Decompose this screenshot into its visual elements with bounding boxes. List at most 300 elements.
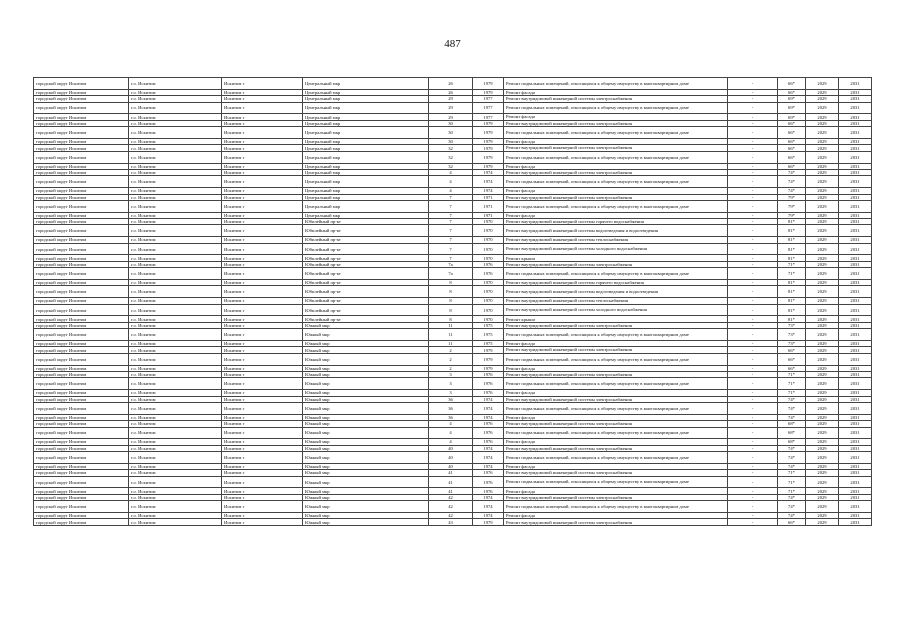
work-type-cell: Ремонт внутридомовой инженерной системы электроснабжения	[504, 445, 728, 451]
table-row	[34, 304, 872, 316]
start-year-cell: 2029	[806, 402, 839, 414]
end-year-cell: 2031	[839, 439, 872, 445]
start-year-cell: 2029	[806, 371, 839, 377]
house-number-cell: 7	[429, 237, 473, 243]
dash-cell: -	[728, 243, 778, 255]
build-year-cell: 1974	[473, 414, 504, 420]
street-cell: Южный мкр	[303, 353, 429, 365]
municipality-cell: городской округ Искитим	[34, 225, 129, 237]
city-district-cell: г.о. Искитим	[129, 78, 222, 90]
municipality-cell: городской округ Искитим	[34, 463, 129, 469]
settlement-cell: Искитим г	[222, 463, 303, 469]
municipality-cell: городской округ Искитим	[34, 421, 129, 427]
build-year-cell: 1979	[473, 89, 504, 95]
build-year-cell: 1979	[473, 138, 504, 144]
dash-cell: -	[728, 452, 778, 464]
end-year-cell: 2031	[839, 194, 872, 200]
start-year-cell: 2029	[806, 145, 839, 151]
start-year-cell: 2029	[806, 414, 839, 420]
start-year-cell: 2029	[806, 102, 839, 114]
wear-percent-cell: 71*	[778, 261, 806, 267]
work-type-cell: Ремонт подвальных помещений, относящихся к общему имуществу в многоквартирном доме	[504, 452, 728, 464]
work-type-cell: Ремонт внутридомовой инженерной системы электроснабжения	[504, 396, 728, 402]
city-district-cell: г.о. Искитим	[129, 427, 222, 439]
street-cell: Центральный мкр	[303, 127, 429, 139]
street-cell: Центральный мкр	[303, 188, 429, 194]
municipality-cell: городской округ Искитим	[34, 476, 129, 488]
end-year-cell: 2031	[839, 120, 872, 126]
city-district-cell: г.о. Искитим	[129, 280, 222, 286]
start-year-cell: 2029	[806, 396, 839, 402]
house-number-cell: 40	[429, 452, 473, 464]
build-year-cell: 1970	[473, 225, 504, 237]
start-year-cell: 2029	[806, 494, 839, 500]
house-number-cell: 40	[429, 445, 473, 451]
wear-percent-cell: 71*	[778, 268, 806, 280]
table-row	[34, 378, 872, 390]
settlement-cell: Искитим г	[222, 390, 303, 396]
municipality-cell: городской округ Искитим	[34, 102, 129, 114]
settlement-cell: Искитим г	[222, 78, 303, 90]
city-district-cell: г.о. Искитим	[129, 188, 222, 194]
house-number-cell: 4	[429, 188, 473, 194]
start-year-cell: 2029	[806, 316, 839, 322]
work-type-cell: Ремонт внутридомовой инженерной системы электроснабжения	[504, 371, 728, 377]
build-year-cell: 1974	[473, 463, 504, 469]
end-year-cell: 2031	[839, 371, 872, 377]
municipality-cell: городской округ Искитим	[34, 414, 129, 420]
end-year-cell: 2031	[839, 316, 872, 322]
city-district-cell: г.о. Искитим	[129, 304, 222, 316]
build-year-cell: 1974	[473, 176, 504, 188]
build-year-cell: 1976	[473, 439, 504, 445]
work-type-cell: Ремонт крыши	[504, 255, 728, 261]
wear-percent-cell: 74*	[778, 169, 806, 175]
wear-percent-cell: 68*	[778, 439, 806, 445]
work-type-cell: Ремонт внутридомовой инженерной системы электроснабжения	[504, 421, 728, 427]
work-type-cell: Ремонт подвальных помещений, относящихся к общему имуществу в многоквартирном доме	[504, 476, 728, 488]
work-type-cell: Ремонт крыши	[504, 316, 728, 322]
work-type-cell: Ремонт подвальных помещений, относящихся к общему имуществу в многоквартирном доме	[504, 427, 728, 439]
municipality-cell: городской округ Искитим	[34, 390, 129, 396]
street-cell: Юбилейный пр-кт	[303, 243, 429, 255]
municipality-cell: городской округ Искитим	[34, 194, 129, 200]
start-year-cell: 2029	[806, 304, 839, 316]
start-year-cell: 2029	[806, 89, 839, 95]
wear-percent-cell: 69*	[778, 102, 806, 114]
start-year-cell: 2029	[806, 138, 839, 144]
house-number-cell: 3	[429, 371, 473, 377]
start-year-cell: 2029	[806, 163, 839, 169]
build-year-cell: 1974	[473, 513, 504, 519]
wear-percent-cell: 71*	[778, 470, 806, 476]
dash-cell: -	[728, 494, 778, 500]
settlement-cell: Искитим г	[222, 280, 303, 286]
wear-percent-cell: 71*	[778, 476, 806, 488]
end-year-cell: 2031	[839, 225, 872, 237]
city-district-cell: г.о. Искитим	[129, 212, 222, 218]
start-year-cell: 2029	[806, 286, 839, 298]
start-year-cell: 2029	[806, 78, 839, 90]
municipality-cell: городской округ Искитим	[34, 163, 129, 169]
settlement-cell: Искитим г	[222, 286, 303, 298]
table-row	[34, 176, 872, 188]
end-year-cell: 2031	[839, 138, 872, 144]
settlement-cell: Искитим г	[222, 138, 303, 144]
settlement-cell: Искитим г	[222, 114, 303, 120]
city-district-cell: г.о. Искитим	[129, 390, 222, 396]
wear-percent-cell: 74*	[778, 188, 806, 194]
municipality-cell: городской округ Искитим	[34, 89, 129, 95]
work-type-cell: Ремонт подвальных помещений, относящихся к общему имуществу в многоквартирном доме	[504, 78, 728, 90]
table-row	[34, 452, 872, 464]
dash-cell: -	[728, 286, 778, 298]
repair-schedule-table-container	[33, 77, 871, 526]
house-number-cell: 8	[429, 316, 473, 322]
city-district-cell: г.о. Искитим	[129, 163, 222, 169]
page-number: 487	[444, 38, 461, 50]
house-number-cell: 3	[429, 378, 473, 390]
city-district-cell: г.о. Искитим	[129, 145, 222, 151]
end-year-cell: 2031	[839, 476, 872, 488]
start-year-cell: 2029	[806, 225, 839, 237]
dash-cell: -	[728, 476, 778, 488]
work-type-cell: Ремонт фасада	[504, 488, 728, 494]
end-year-cell: 2031	[839, 280, 872, 286]
settlement-cell: Искитим г	[222, 452, 303, 464]
wear-percent-cell: 73*	[778, 322, 806, 328]
start-year-cell: 2029	[806, 176, 839, 188]
table-row	[34, 353, 872, 365]
wear-percent-cell: 66*	[778, 365, 806, 371]
work-type-cell: Ремонт внутридомовой инженерной системы теплоснабжения	[504, 298, 728, 304]
street-cell: Юбилейный пр-кт	[303, 298, 429, 304]
dash-cell: -	[728, 365, 778, 371]
start-year-cell: 2029	[806, 340, 839, 346]
end-year-cell: 2031	[839, 304, 872, 316]
wear-percent-cell: 81*	[778, 243, 806, 255]
municipality-cell: городской округ Искитим	[34, 322, 129, 328]
city-district-cell: г.о. Искитим	[129, 114, 222, 120]
house-number-cell: 36	[429, 396, 473, 402]
city-district-cell: г.о. Искитим	[129, 237, 222, 243]
table-row	[34, 200, 872, 212]
dash-cell: -	[728, 169, 778, 175]
work-type-cell: Ремонт фасада	[504, 89, 728, 95]
build-year-cell: 1970	[473, 304, 504, 316]
end-year-cell: 2031	[839, 78, 872, 90]
build-year-cell: 1979	[473, 347, 504, 353]
settlement-cell: Искитим г	[222, 322, 303, 328]
build-year-cell: 1970	[473, 280, 504, 286]
settlement-cell: Искитим г	[222, 219, 303, 225]
work-type-cell: Ремонт внутридомовой инженерной системы холодного водоснабжения	[504, 243, 728, 255]
settlement-cell: Искитим г	[222, 488, 303, 494]
municipality-cell: городской округ Искитим	[34, 120, 129, 126]
house-number-cell: 32	[429, 163, 473, 169]
end-year-cell: 2031	[839, 421, 872, 427]
start-year-cell: 2029	[806, 463, 839, 469]
dash-cell: -	[728, 439, 778, 445]
settlement-cell: Искитим г	[222, 470, 303, 476]
street-cell: Юбилейный пр-кт	[303, 316, 429, 322]
house-number-cell: 11	[429, 322, 473, 328]
city-district-cell: г.о. Искитим	[129, 439, 222, 445]
dash-cell: -	[728, 347, 778, 353]
municipality-cell: городской округ Искитим	[34, 452, 129, 464]
street-cell: Южный мкр	[303, 452, 429, 464]
city-district-cell: г.о. Искитим	[129, 169, 222, 175]
house-number-cell: 42	[429, 501, 473, 513]
settlement-cell: Искитим г	[222, 163, 303, 169]
city-district-cell: г.о. Искитим	[129, 414, 222, 420]
dash-cell: -	[728, 340, 778, 346]
city-district-cell: г.о. Искитим	[129, 365, 222, 371]
settlement-cell: Искитим г	[222, 268, 303, 280]
wear-percent-cell: 66*	[778, 353, 806, 365]
city-district-cell: г.о. Искитим	[129, 219, 222, 225]
start-year-cell: 2029	[806, 488, 839, 494]
dash-cell: -	[728, 138, 778, 144]
settlement-cell: Искитим г	[222, 427, 303, 439]
build-year-cell: 1979	[473, 145, 504, 151]
street-cell: Центральный мкр	[303, 120, 429, 126]
wear-percent-cell: 71*	[778, 488, 806, 494]
city-district-cell: г.о. Искитим	[129, 340, 222, 346]
build-year-cell: 1971	[473, 194, 504, 200]
wear-percent-cell: 81*	[778, 280, 806, 286]
end-year-cell: 2031	[839, 237, 872, 243]
table-row	[34, 402, 872, 414]
build-year-cell: 1975	[473, 322, 504, 328]
wear-percent-cell: 79*	[778, 212, 806, 218]
settlement-cell: Искитим г	[222, 145, 303, 151]
dash-cell: -	[728, 427, 778, 439]
start-year-cell: 2029	[806, 439, 839, 445]
settlement-cell: Искитим г	[222, 102, 303, 114]
municipality-cell: городской округ Искитим	[34, 280, 129, 286]
work-type-cell: Ремонт внутридомовой инженерной системы электроснабжения	[504, 120, 728, 126]
end-year-cell: 2031	[839, 212, 872, 218]
dash-cell: -	[728, 322, 778, 328]
house-number-cell: 30	[429, 120, 473, 126]
end-year-cell: 2031	[839, 494, 872, 500]
wear-percent-cell: 74*	[778, 513, 806, 519]
street-cell: Южный мкр	[303, 371, 429, 377]
municipality-cell: городской округ Искитим	[34, 427, 129, 439]
house-number-cell: 29	[429, 96, 473, 102]
start-year-cell: 2029	[806, 390, 839, 396]
settlement-cell: Искитим г	[222, 304, 303, 316]
house-number-cell: 7	[429, 219, 473, 225]
end-year-cell: 2031	[839, 169, 872, 175]
wear-percent-cell: 71*	[778, 390, 806, 396]
end-year-cell: 2031	[839, 127, 872, 139]
start-year-cell: 2029	[806, 169, 839, 175]
street-cell: Южный мкр	[303, 463, 429, 469]
street-cell: Центральный мкр	[303, 176, 429, 188]
house-number-cell: 4	[429, 427, 473, 439]
start-year-cell: 2029	[806, 470, 839, 476]
wear-percent-cell: 74*	[778, 452, 806, 464]
dash-cell: -	[728, 219, 778, 225]
wear-percent-cell: 69*	[778, 114, 806, 120]
wear-percent-cell: 71*	[778, 378, 806, 390]
wear-percent-cell: 66*	[778, 519, 806, 525]
house-number-cell: 11	[429, 329, 473, 341]
build-year-cell: 1974	[473, 402, 504, 414]
settlement-cell: Искитим г	[222, 371, 303, 377]
build-year-cell: 1970	[473, 243, 504, 255]
municipality-cell: городской округ Искитим	[34, 114, 129, 120]
house-number-cell: 2	[429, 347, 473, 353]
house-number-cell: 32	[429, 145, 473, 151]
settlement-cell: Искитим г	[222, 501, 303, 513]
settlement-cell: Искитим г	[222, 329, 303, 341]
dash-cell: -	[728, 225, 778, 237]
city-district-cell: г.о. Искитим	[129, 445, 222, 451]
build-year-cell: 1974	[473, 501, 504, 513]
municipality-cell: городской округ Искитим	[34, 261, 129, 267]
end-year-cell: 2031	[839, 513, 872, 519]
settlement-cell: Искитим г	[222, 340, 303, 346]
work-type-cell: Ремонт подвальных помещений, относящихся к общему имуществу в многоквартирном доме	[504, 501, 728, 513]
wear-percent-cell: 66*	[778, 127, 806, 139]
start-year-cell: 2029	[806, 268, 839, 280]
end-year-cell: 2031	[839, 151, 872, 163]
city-district-cell: г.о. Искитим	[129, 371, 222, 377]
street-cell: Южный мкр	[303, 513, 429, 519]
end-year-cell: 2031	[839, 396, 872, 402]
municipality-cell: городской округ Искитим	[34, 378, 129, 390]
end-year-cell: 2031	[839, 452, 872, 464]
street-cell: Юбилейный пр-кт	[303, 225, 429, 237]
municipality-cell: городской округ Искитим	[34, 304, 129, 316]
street-cell: Юбилейный пр-кт	[303, 286, 429, 298]
start-year-cell: 2029	[806, 237, 839, 243]
wear-percent-cell: 66*	[778, 347, 806, 353]
work-type-cell: Ремонт внутридомовой инженерной системы электроснабжения	[504, 347, 728, 353]
house-number-cell: 26	[429, 78, 473, 90]
table-row	[34, 268, 872, 280]
municipality-cell: городской округ Искитим	[34, 365, 129, 371]
municipality-cell: городской округ Искитим	[34, 127, 129, 139]
start-year-cell: 2029	[806, 243, 839, 255]
wear-percent-cell: 66*	[778, 163, 806, 169]
end-year-cell: 2031	[839, 261, 872, 267]
house-number-cell: 7	[429, 255, 473, 261]
dash-cell: -	[728, 280, 778, 286]
house-number-cell: 8	[429, 280, 473, 286]
house-number-cell: 30	[429, 138, 473, 144]
dash-cell: -	[728, 237, 778, 243]
city-district-cell: г.о. Искитим	[129, 127, 222, 139]
settlement-cell: Искитим г	[222, 421, 303, 427]
dash-cell: -	[728, 470, 778, 476]
house-number-cell: 7	[429, 225, 473, 237]
house-number-cell: 8	[429, 286, 473, 298]
build-year-cell: 1977	[473, 102, 504, 114]
work-type-cell: Ремонт фасада	[504, 414, 728, 420]
settlement-cell: Искитим г	[222, 396, 303, 402]
build-year-cell: 1971	[473, 200, 504, 212]
municipality-cell: городской округ Искитим	[34, 219, 129, 225]
house-number-cell: 26	[429, 89, 473, 95]
end-year-cell: 2031	[839, 286, 872, 298]
dash-cell: -	[728, 78, 778, 90]
start-year-cell: 2029	[806, 421, 839, 427]
work-type-cell: Ремонт внутридомовой инженерной системы теплоснабжения	[504, 237, 728, 243]
start-year-cell: 2029	[806, 476, 839, 488]
dash-cell: -	[728, 329, 778, 341]
street-cell: Юбилейный пр-кт	[303, 261, 429, 267]
municipality-cell: городской округ Искитим	[34, 329, 129, 341]
house-number-cell: 8	[429, 298, 473, 304]
city-district-cell: г.о. Искитим	[129, 322, 222, 328]
table-row	[34, 78, 872, 90]
house-number-cell: 3	[429, 390, 473, 396]
wear-percent-cell: 79*	[778, 194, 806, 200]
settlement-cell: Искитим г	[222, 194, 303, 200]
build-year-cell: 1970	[473, 255, 504, 261]
street-cell: Центральный мкр	[303, 163, 429, 169]
street-cell: Юбилейный пр-кт	[303, 280, 429, 286]
start-year-cell: 2029	[806, 127, 839, 139]
house-number-cell: 4	[429, 176, 473, 188]
work-type-cell: Ремонт внутридомовой инженерной системы электроснабжения	[504, 494, 728, 500]
wear-percent-cell: 74*	[778, 396, 806, 402]
end-year-cell: 2031	[839, 445, 872, 451]
settlement-cell: Искитим г	[222, 176, 303, 188]
dash-cell: -	[728, 519, 778, 525]
wear-percent-cell: 79*	[778, 200, 806, 212]
municipality-cell: городской округ Искитим	[34, 396, 129, 402]
end-year-cell: 2031	[839, 427, 872, 439]
street-cell: Южный мкр	[303, 488, 429, 494]
build-year-cell: 1976	[473, 378, 504, 390]
house-number-cell: 29	[429, 114, 473, 120]
table-row	[34, 102, 872, 114]
dash-cell: -	[728, 421, 778, 427]
dash-cell: -	[728, 89, 778, 95]
street-cell: Юбилейный пр-кт	[303, 304, 429, 316]
dash-cell: -	[728, 114, 778, 120]
house-number-cell: 4	[429, 421, 473, 427]
dash-cell: -	[728, 298, 778, 304]
street-cell: Южный мкр	[303, 470, 429, 476]
wear-percent-cell: 74*	[778, 414, 806, 420]
dash-cell: -	[728, 212, 778, 218]
dash-cell: -	[728, 304, 778, 316]
build-year-cell: 1979	[473, 365, 504, 371]
house-number-cell: 4	[429, 439, 473, 445]
dash-cell: -	[728, 414, 778, 420]
settlement-cell: Искитим г	[222, 298, 303, 304]
work-type-cell: Ремонт внутридомовой инженерной системы электроснабжения	[504, 169, 728, 175]
start-year-cell: 2029	[806, 212, 839, 218]
street-cell: Южный мкр	[303, 501, 429, 513]
wear-percent-cell: 74*	[778, 501, 806, 513]
street-cell: Южный мкр	[303, 340, 429, 346]
table-row	[34, 225, 872, 237]
settlement-cell: Искитим г	[222, 402, 303, 414]
settlement-cell: Искитим г	[222, 365, 303, 371]
city-district-cell: г.о. Искитим	[129, 513, 222, 519]
end-year-cell: 2031	[839, 89, 872, 95]
municipality-cell: городской округ Искитим	[34, 237, 129, 243]
settlement-cell: Искитим г	[222, 353, 303, 365]
end-year-cell: 2031	[839, 102, 872, 114]
